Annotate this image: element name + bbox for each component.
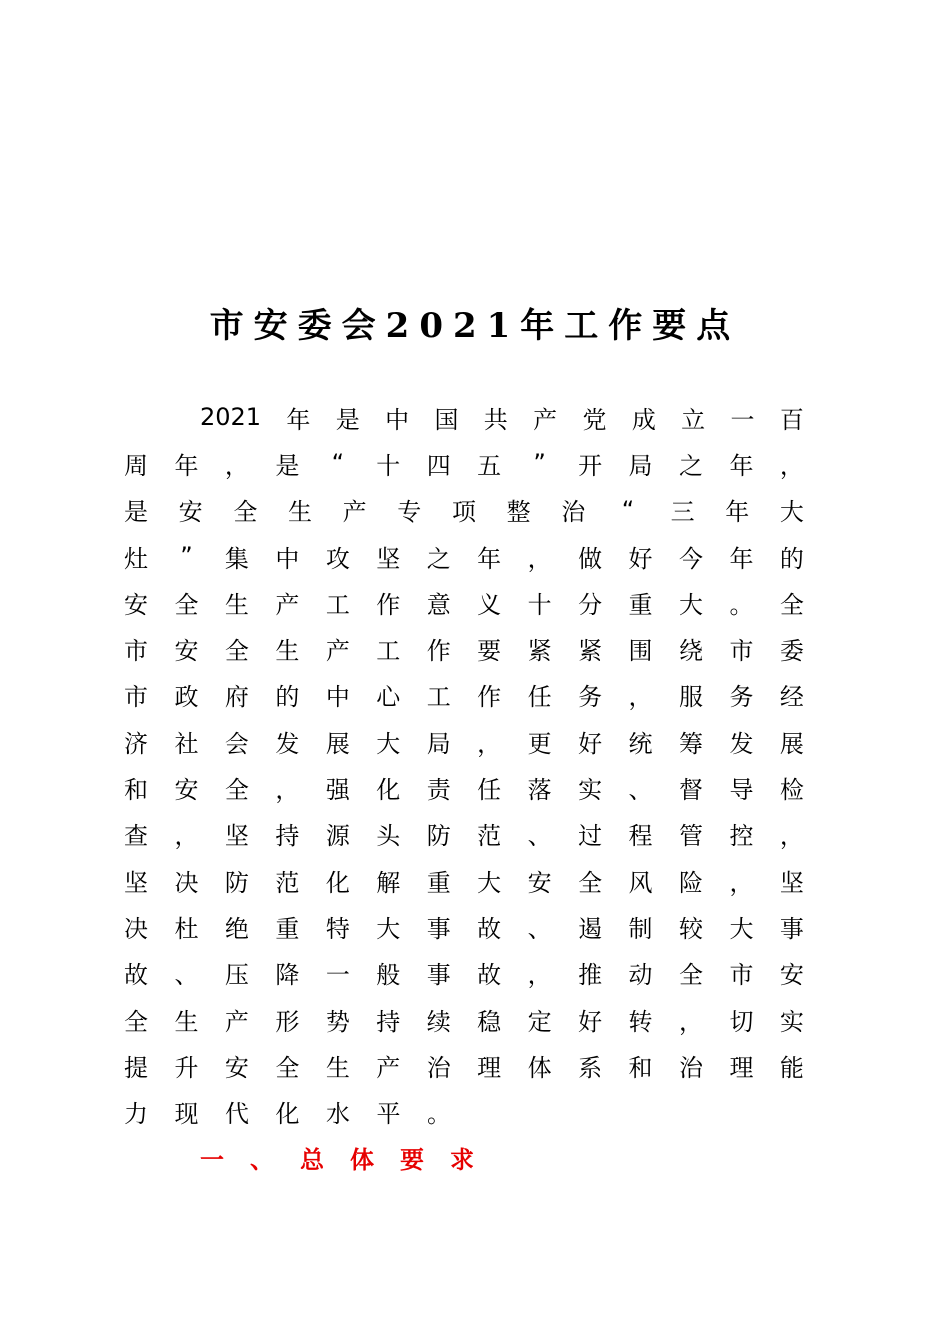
paragraph-char: 任 bbox=[527, 683, 552, 712]
paragraph-char: 大 bbox=[779, 498, 804, 527]
paragraph-char: 做 bbox=[578, 544, 603, 573]
paragraph-char: 平 bbox=[376, 1100, 401, 1129]
paragraph-char: 安 bbox=[779, 961, 804, 990]
paragraph-char: 更 bbox=[527, 729, 552, 758]
paragraph-char: 全 bbox=[124, 1007, 148, 1036]
paragraph-char: 产 bbox=[533, 405, 558, 434]
paragraph-char: 服 bbox=[678, 683, 703, 712]
paragraph-char: 治 bbox=[426, 1053, 451, 1082]
paragraph-line bbox=[124, 440, 804, 486]
paragraph-char: 之 bbox=[426, 544, 451, 573]
paragraph-char: 防 bbox=[224, 868, 249, 897]
paragraph-char: 续 bbox=[426, 1007, 451, 1036]
paragraph-char: 安 bbox=[174, 776, 199, 805]
paragraph-char: 绕 bbox=[678, 637, 703, 666]
paragraph-char: 生 bbox=[224, 590, 249, 619]
paragraph-char: 事 bbox=[426, 961, 451, 990]
paragraph-char: 成 bbox=[631, 405, 656, 434]
paragraph-char: 的 bbox=[275, 683, 300, 712]
paragraph-char: 攻 bbox=[325, 544, 350, 573]
paragraph-char: 全 bbox=[678, 961, 703, 990]
paragraph-char: 大 bbox=[376, 729, 401, 758]
paragraph-char: 化 bbox=[376, 776, 401, 805]
paragraph-char: 压 bbox=[224, 961, 249, 990]
paragraph-char: 程 bbox=[628, 822, 653, 851]
paragraph-char: 周 bbox=[124, 451, 148, 480]
paragraph-char: 十 bbox=[527, 590, 552, 619]
paragraph-char: 势 bbox=[325, 1007, 350, 1036]
paragraph-char: 产 bbox=[325, 637, 350, 666]
paragraph-char: 好 bbox=[578, 729, 603, 758]
paragraph-char: 市 bbox=[729, 637, 754, 666]
paragraph-char: 杜 bbox=[174, 914, 199, 943]
paragraph-char: ” bbox=[180, 542, 193, 571]
paragraph-char: 管 bbox=[678, 822, 703, 851]
paragraph-char: 安 bbox=[124, 590, 148, 619]
paragraph-char: 范 bbox=[275, 868, 300, 897]
paragraph-char: 中 bbox=[275, 544, 300, 573]
paragraph-char: 导 bbox=[729, 776, 754, 805]
paragraph-char: 体 bbox=[527, 1053, 552, 1082]
paragraph-char: 展 bbox=[779, 729, 804, 758]
paragraph-char: 责 bbox=[426, 776, 451, 805]
paragraph-char: 中 bbox=[325, 683, 350, 712]
paragraph-char: 局 bbox=[426, 729, 451, 758]
paragraph-char: 2021 bbox=[200, 403, 262, 432]
paragraph-char: 整 bbox=[506, 498, 531, 527]
section-heading bbox=[200, 1137, 500, 1177]
paragraph-char: 年 bbox=[286, 405, 311, 434]
paragraph-char: 风 bbox=[628, 868, 653, 897]
paragraph-char: 较 bbox=[678, 914, 703, 943]
paragraph-char: 提 bbox=[124, 1053, 148, 1082]
paragraph-char: 立 bbox=[681, 405, 706, 434]
paragraph-char: 故 bbox=[124, 961, 148, 990]
paragraph-char: 。 bbox=[427, 1100, 451, 1129]
section-heading-char: 总 bbox=[300, 1145, 324, 1174]
paragraph-line bbox=[124, 811, 804, 857]
paragraph-char: 能 bbox=[779, 1053, 804, 1082]
paragraph-char: 解 bbox=[376, 868, 401, 897]
paragraph-char: 和 bbox=[628, 1053, 653, 1082]
paragraph-char: 义 bbox=[477, 590, 502, 619]
paragraph-char: 头 bbox=[376, 822, 401, 851]
paragraph-char: 安 bbox=[224, 1053, 249, 1082]
paragraph-char: ， bbox=[527, 544, 552, 573]
paragraph-char: 四 bbox=[426, 451, 451, 480]
paragraph-char: 市 bbox=[124, 637, 148, 666]
paragraph-char: 控 bbox=[729, 822, 754, 851]
paragraph-char: 围 bbox=[628, 637, 653, 666]
paragraph-char: 源 bbox=[325, 822, 350, 851]
paragraph-char: 任 bbox=[477, 776, 502, 805]
paragraph-char: 之 bbox=[678, 451, 703, 480]
paragraph-char: 大 bbox=[477, 868, 502, 897]
section-heading-char: 求 bbox=[450, 1145, 474, 1174]
paragraph-char: 和 bbox=[124, 776, 148, 805]
paragraph-char: 生 bbox=[174, 1007, 199, 1036]
paragraph-char: 、 bbox=[628, 776, 653, 805]
paragraph-char: 政 bbox=[174, 683, 199, 712]
paragraph-line bbox=[124, 487, 804, 533]
paragraph-char: 坚 bbox=[224, 822, 249, 851]
paragraph-char: 般 bbox=[376, 961, 401, 990]
paragraph-char: 全 bbox=[779, 590, 804, 619]
paragraph-char: 全 bbox=[233, 498, 258, 527]
paragraph-char: 理 bbox=[729, 1053, 754, 1082]
paragraph-char: 升 bbox=[174, 1053, 199, 1082]
paragraph-char: 产 bbox=[342, 498, 367, 527]
paragraph-char: 分 bbox=[578, 590, 603, 619]
paragraph-char: 的 bbox=[779, 544, 804, 573]
paragraph-char: 强 bbox=[325, 776, 350, 805]
paragraph-char: 发 bbox=[275, 729, 300, 758]
paragraph-char: ， bbox=[275, 776, 300, 805]
paragraph-char: 定 bbox=[527, 1007, 552, 1036]
paragraph-char: 灶 bbox=[124, 544, 148, 573]
paragraph-char: 化 bbox=[275, 1100, 300, 1129]
paragraph-char: 防 bbox=[426, 822, 451, 851]
paragraph-char: 、 bbox=[527, 914, 552, 943]
paragraph-char: 重 bbox=[628, 590, 653, 619]
paragraph-char: 大 bbox=[729, 914, 754, 943]
paragraph-char: 务 bbox=[729, 683, 754, 712]
paragraph-char: 工 bbox=[426, 683, 451, 712]
paragraph-char: 安 bbox=[174, 637, 199, 666]
paragraph-char: 范 bbox=[477, 822, 502, 851]
paragraph-char: 产 bbox=[224, 1007, 249, 1036]
paragraph-char: 特 bbox=[325, 914, 350, 943]
paragraph-char: 坚 bbox=[376, 544, 401, 573]
paragraph-char: 筹 bbox=[678, 729, 703, 758]
paragraph-line bbox=[124, 672, 804, 718]
paragraph-char: 检 bbox=[779, 776, 804, 805]
paragraph-char: 要 bbox=[477, 637, 502, 666]
paragraph-char: 五 bbox=[477, 451, 502, 480]
paragraph-char: 生 bbox=[325, 1053, 350, 1082]
paragraph-line bbox=[124, 903, 804, 949]
paragraph-char: 安 bbox=[527, 868, 552, 897]
paragraph-char: 年 bbox=[477, 544, 502, 573]
paragraph-char: 社 bbox=[174, 729, 199, 758]
paragraph-char: 意 bbox=[426, 590, 451, 619]
paragraph-char: 转 bbox=[628, 1007, 653, 1036]
paragraph-char: ， bbox=[779, 822, 804, 851]
paragraph-char: 心 bbox=[376, 683, 401, 712]
paragraph-char: 全 bbox=[578, 868, 603, 897]
paragraph-char: 好 bbox=[578, 1007, 603, 1036]
paragraph-char: 绝 bbox=[224, 914, 249, 943]
paragraph-char: 、 bbox=[174, 961, 199, 990]
paragraph-char: 专 bbox=[397, 498, 422, 527]
body-paragraph bbox=[124, 394, 804, 1135]
paragraph-char: 作 bbox=[426, 637, 451, 666]
paragraph-char: 生 bbox=[275, 637, 300, 666]
paragraph-line bbox=[124, 950, 804, 996]
section-heading-char: 体 bbox=[350, 1145, 374, 1174]
paragraph-char: 全 bbox=[275, 1053, 300, 1082]
paragraph-char: 市 bbox=[729, 961, 754, 990]
paragraph-char: 代 bbox=[225, 1100, 249, 1129]
paragraph-line bbox=[124, 857, 804, 903]
paragraph-char: 年 bbox=[725, 498, 750, 527]
paragraph-char: 十 bbox=[376, 451, 401, 480]
paragraph-char: 生 bbox=[287, 498, 312, 527]
paragraph-char: 济 bbox=[124, 729, 148, 758]
paragraph-char: ” bbox=[533, 449, 546, 478]
paragraph-char: 共 bbox=[483, 405, 508, 434]
paragraph-char: 实 bbox=[578, 776, 603, 805]
paragraph-char: 年 bbox=[729, 451, 754, 480]
paragraph-char: 年 bbox=[729, 544, 754, 573]
paragraph-line bbox=[124, 579, 804, 625]
paragraph-char: ， bbox=[628, 683, 653, 712]
paragraph-char: 险 bbox=[678, 868, 703, 897]
paragraph-char: ， bbox=[527, 961, 552, 990]
paragraph-char: 。 bbox=[729, 590, 754, 619]
paragraph-char: 产 bbox=[376, 1053, 401, 1082]
paragraph-char: 全 bbox=[224, 637, 249, 666]
paragraph-char: 故 bbox=[477, 961, 502, 990]
section-heading-char: 要 bbox=[400, 1145, 424, 1174]
paragraph-line bbox=[124, 625, 804, 671]
paragraph-char: 重 bbox=[275, 914, 300, 943]
paragraph-char: 府 bbox=[224, 683, 249, 712]
paragraph-char: 国 bbox=[434, 405, 459, 434]
paragraph-char: 坚 bbox=[124, 868, 148, 897]
paragraph-line bbox=[124, 718, 804, 764]
paragraph-char: 动 bbox=[628, 961, 653, 990]
paragraph-char: 开 bbox=[578, 451, 603, 480]
paragraph-line bbox=[124, 394, 804, 440]
paragraph-char: ， bbox=[729, 868, 754, 897]
paragraph-char: 重 bbox=[426, 868, 451, 897]
paragraph-char: 查 bbox=[124, 822, 148, 851]
paragraph-char: 年 bbox=[174, 451, 199, 480]
paragraph-char: 统 bbox=[628, 729, 653, 758]
paragraph-char: 局 bbox=[628, 451, 653, 480]
paragraph-line bbox=[124, 1088, 804, 1134]
paragraph-char: “ bbox=[331, 449, 345, 478]
paragraph-char: 故 bbox=[477, 914, 502, 943]
paragraph-char: 大 bbox=[376, 914, 401, 943]
paragraph-char: 工 bbox=[325, 590, 350, 619]
paragraph-char: 持 bbox=[275, 822, 300, 851]
paragraph-char: 产 bbox=[275, 590, 300, 619]
paragraph-char: 化 bbox=[325, 868, 350, 897]
paragraph-char: 稳 bbox=[477, 1007, 502, 1036]
section-heading-char: 、 bbox=[250, 1145, 274, 1174]
paragraph-char: 现 bbox=[174, 1100, 199, 1129]
paragraph-char: 、 bbox=[527, 822, 552, 851]
paragraph-char: 是 bbox=[124, 498, 148, 527]
paragraph-char: 一 bbox=[730, 405, 755, 434]
paragraph-char: 是 bbox=[275, 451, 300, 480]
paragraph-char: 遏 bbox=[578, 914, 603, 943]
paragraph-char: 全 bbox=[174, 590, 199, 619]
paragraph-char: 系 bbox=[578, 1053, 603, 1082]
paragraph-char: 事 bbox=[426, 914, 451, 943]
paragraph-char: 展 bbox=[325, 729, 350, 758]
paragraph-char: “ bbox=[621, 495, 635, 524]
paragraph-char: 治 bbox=[678, 1053, 703, 1082]
paragraph-char: 持 bbox=[376, 1007, 401, 1036]
paragraph-char: 工 bbox=[376, 637, 401, 666]
document-title: 市安委会2021年工作要点 bbox=[209, 306, 741, 346]
paragraph-char: 坚 bbox=[779, 868, 804, 897]
paragraph-char: 治 bbox=[561, 498, 586, 527]
paragraph-line bbox=[124, 996, 804, 1042]
paragraph-char: 理 bbox=[477, 1053, 502, 1082]
paragraph-char: 事 bbox=[779, 914, 804, 943]
paragraph-char: 是 bbox=[335, 405, 360, 434]
paragraph-char: 集 bbox=[224, 544, 249, 573]
paragraph-char: 安 bbox=[178, 498, 203, 527]
paragraph-char: ， bbox=[477, 729, 502, 758]
paragraph-char: 作 bbox=[376, 590, 401, 619]
paragraph-line bbox=[124, 764, 804, 810]
paragraph-char: 好 bbox=[628, 544, 653, 573]
paragraph-char: 项 bbox=[451, 498, 476, 527]
paragraph-char: 督 bbox=[678, 776, 703, 805]
paragraph-char: 决 bbox=[124, 914, 148, 943]
paragraph-char: 形 bbox=[275, 1007, 300, 1036]
paragraph-char: 务 bbox=[578, 683, 603, 712]
paragraph-char: 作 bbox=[477, 683, 502, 712]
paragraph-char: 全 bbox=[224, 776, 249, 805]
paragraph-char: 今 bbox=[678, 544, 703, 573]
paragraph-char: 委 bbox=[779, 637, 804, 666]
paragraph-char: 切 bbox=[729, 1007, 754, 1036]
paragraph-char: 水 bbox=[326, 1100, 350, 1129]
section-heading-char: 一 bbox=[200, 1145, 224, 1174]
paragraph-line bbox=[124, 1042, 804, 1088]
paragraph-char: 三 bbox=[670, 498, 695, 527]
paragraph-char: ， bbox=[678, 1007, 703, 1036]
paragraph-char: 力 bbox=[124, 1100, 148, 1129]
paragraph-char: 中 bbox=[385, 405, 410, 434]
paragraph-char: 落 bbox=[527, 776, 552, 805]
paragraph-line bbox=[124, 533, 804, 579]
paragraph-char: 党 bbox=[582, 405, 607, 434]
paragraph-char: 制 bbox=[628, 914, 653, 943]
paragraph-char: 经 bbox=[779, 683, 804, 712]
paragraph-char: ， bbox=[779, 451, 804, 480]
paragraph-char: 市 bbox=[124, 683, 148, 712]
paragraph-char: 实 bbox=[779, 1007, 804, 1036]
paragraph-char: 决 bbox=[174, 868, 199, 897]
paragraph-char: 百 bbox=[779, 405, 804, 434]
paragraph-char: ， bbox=[174, 822, 199, 851]
paragraph-char: 一 bbox=[325, 961, 350, 990]
paragraph-char: 过 bbox=[578, 822, 603, 851]
paragraph-char: 降 bbox=[275, 961, 300, 990]
paragraph-char: 发 bbox=[729, 729, 754, 758]
paragraph-char: 会 bbox=[224, 729, 249, 758]
paragraph-char: 紧 bbox=[578, 637, 603, 666]
paragraph-char: ， bbox=[224, 451, 249, 480]
paragraph-char: 紧 bbox=[527, 637, 552, 666]
paragraph-char: 推 bbox=[578, 961, 603, 990]
paragraph-char: 大 bbox=[678, 590, 703, 619]
